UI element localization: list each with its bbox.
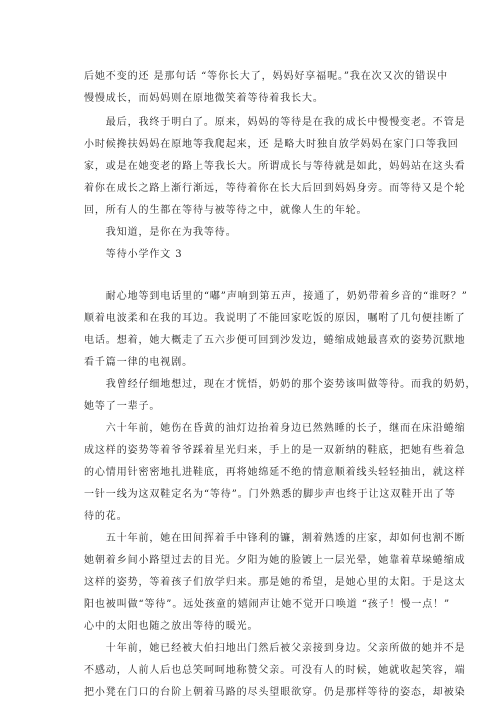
text-line: 的心情用针密密地扎进鞋底，再将她绵延不绝的情意顺着线头轻轻抽出，就这样 bbox=[84, 467, 466, 478]
text-line: 五十年前，她在田间挥着手中锋利的镰，割着熟透的庄家，却如何也割不断 bbox=[84, 533, 466, 544]
document-page bbox=[84, 66, 477, 704]
text-line: 她朝着乡间小路望过去的目光。夕阳为她的脸镀上一层光晕，她靠着草垛蜷缩成 bbox=[84, 555, 466, 566]
text-line: 十年前，她已经被大伯扫地出门然后被父亲接到身边。父亲所做的她并不是 bbox=[84, 643, 466, 654]
essay-3-paragraph-3 bbox=[84, 418, 466, 528]
text-line: 耐心地等到电话里的“嘟”声响到第五声，接通了，奶奶带着乡音的“谁呀？” bbox=[84, 291, 468, 302]
text-line: 这样的姿势，等着孩子们放学归来。那是她的希望，是她心里的太阳。于是这太 bbox=[84, 577, 466, 588]
essay-3-paragraph-2 bbox=[84, 374, 477, 418]
text-line: 一针一线为这双鞋定名为“等待”。门外熟悉的脚步声也终于让这双鞋开出了等 bbox=[84, 489, 456, 500]
text-line: 电话。想着，她大概走了五六步便可回到沙发边，蜷缩成她最喜欢的姿势沉默地 bbox=[84, 335, 466, 346]
essay-paragraph-conclusion bbox=[84, 112, 466, 222]
text-line: 顺着电波柔和在我的耳边。我说明了不能回家吃饭的原因，嘱咐了几句便挂断了 bbox=[84, 313, 466, 324]
text-line: 她等了一辈子。 bbox=[84, 401, 161, 412]
text-line: 慢慢成长，而妈妈则在原地微笑着等待着我长大。 bbox=[84, 93, 324, 104]
text-line: 我知道，是你在为我等待。 bbox=[84, 227, 237, 238]
text-line: 后她不变的还 是那句话 “等你长大了，妈妈好享福呢。”我在次又次的错误中 bbox=[84, 71, 448, 82]
text-line: 待的花。 bbox=[84, 511, 128, 522]
essay-paragraph-continuation bbox=[84, 66, 448, 110]
text-line: 等待小学作文 3 bbox=[84, 249, 183, 260]
text-line: 成这样的姿势等着爷爷踩着星光归来，手上的是一双新纳的鞋底，把她有些着急 bbox=[84, 445, 466, 456]
essay-3-paragraph-4 bbox=[84, 528, 466, 638]
essay-3-paragraph-5 bbox=[84, 638, 466, 704]
text-line: 不感动，人前人后也总笑呵呵地称赞父亲。可没有人的时候，她就收起笑容，端 bbox=[84, 665, 466, 676]
text-line: 六十年前，她伤在昏黄的油灯边抬着身边已然熟睡的长子，继而在床沿蜷缩 bbox=[84, 423, 466, 434]
essay-3-paragraph-1 bbox=[84, 286, 468, 374]
text-line: 把小凳在门口的台阶上朝着马路的尽头望眼欲穿。仍是那样等待的姿态，却被染 bbox=[84, 687, 466, 698]
section-title bbox=[84, 244, 420, 266]
text-line: 阳也被叫做“等待”。远处孩童的嬉闹声让她不觉开口唤道 “孩子！慢一点！” bbox=[84, 599, 451, 610]
text-line: 回，所有人的生都在等待与被等待之中，就像人生的年轮。 bbox=[84, 205, 368, 216]
text-line: 家，或是在她变老的路上等我长大。所谓成长与等待就是如此，妈妈站在这头看 bbox=[84, 161, 466, 172]
essay-closing-line bbox=[84, 222, 420, 244]
text-line: 着你在成长之路上渐行渐远，等待着你在长大后回到妈妈身旁。而等待又是个轮 bbox=[84, 183, 466, 194]
text-line: 我曾经仔细地想过，现在才恍悟，奶奶的那个姿势该叫做等待。而我的奶奶， bbox=[84, 379, 477, 390]
text-line: 最后，我终于明白了。原来，妈妈的等待是在我的成长中慢慢变老。不管是 bbox=[84, 117, 466, 128]
text-line: 看千篇一律的电视剧。 bbox=[84, 357, 193, 368]
text-line: 小时候搀扶妈妈在原地等我爬起来，还 是略大时独自放学妈妈在家门口等我回 bbox=[84, 139, 459, 150]
text-line: 心中的太阳也随之放出等待的暖光。 bbox=[84, 621, 259, 632]
